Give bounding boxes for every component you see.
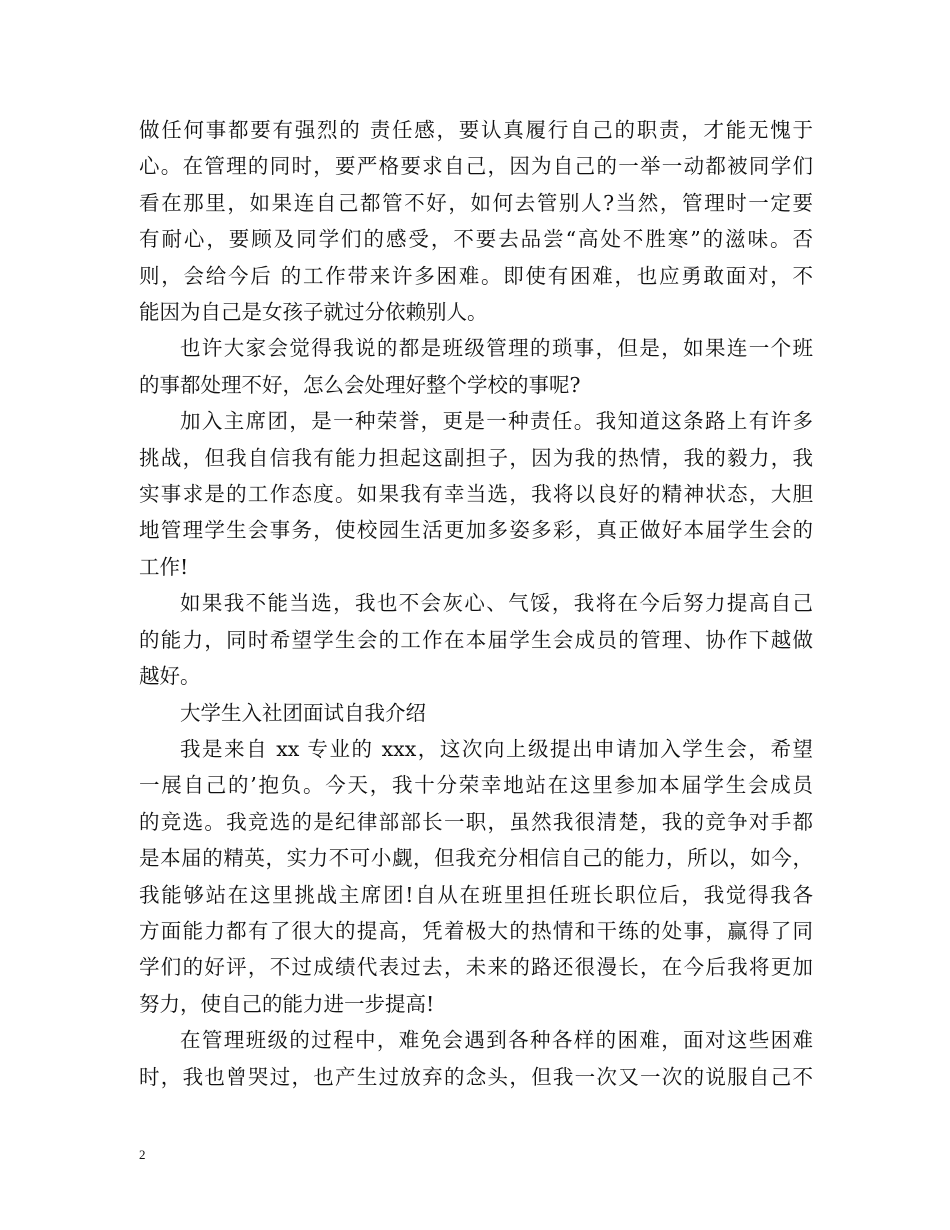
text-line: 能因为自己是女孩子就过分依赖别人。: [139, 300, 488, 325]
text-line: 心。在管理的同时，要严格要求自己，因为自己的一举一动都被同学们: [139, 154, 813, 179]
text-line: 的能力，同时希望学生会的工作在本届学生会成员的管理、协作下越做: [139, 627, 813, 652]
text-line: 实事求是的工作态度。如果我有幸当选，我将以良好的精神状态，大胆: [139, 482, 813, 507]
text-line: 地管理学生会事务，使校园生活更加多姿多彩，真正做好本届学生会的: [139, 518, 813, 543]
text-line: 我能够站在这里挑战主席团!自从在班里担任班长职位后，我觉得我各: [139, 882, 813, 907]
page-number: 2: [139, 1147, 146, 1162]
text-line: 则，会给今后 的工作带来许多困难。即使有困难，也应勇敢面对，不: [139, 263, 813, 288]
text-line: 时，我也曾哭过，也产生过放弃的念头，但我一次又一次的说服自己不: [139, 1064, 813, 1089]
text-line: 也许大家会觉得我说的都是班级管理的琐事，但是，如果连一个班: [180, 336, 813, 361]
text-line: 看在那里，如果连自己都管不好，如何去管别人?当然，管理时一定要: [139, 190, 813, 215]
text-line: 如果我不能当选，我也不会灰心、气馁，我将在今后努力提高自己: [180, 591, 813, 616]
text-line: 的事都处理不好，怎么会处理好整个学校的事呢?: [139, 372, 581, 397]
text-line: 的竞选。我竞选的是纪律部部长一职，虽然我很清楚，我的竞争对手都: [139, 809, 813, 834]
text-line: 方面能力都有了很大的提高，凭着极大的热情和干练的处事，赢得了同: [139, 918, 813, 943]
text-line: 是本届的精英，实力不可小觑，但我充分相信自己的能力，所以，如今，: [139, 846, 813, 871]
text-line: 越好。: [139, 664, 201, 689]
text-line: 一展自己的’抱负。今天，我十分荣幸地站在这里参加本届学生会成员: [139, 773, 813, 798]
text-line: 在管理班级的过程中，难免会遇到各种各样的困难，面对这些困难: [180, 1028, 813, 1053]
text-line: 挑战，但我自信我有能力担起这副担子，因为我的热情，我的毅力，我: [139, 445, 813, 470]
text-line: 大学生入社团面试自我介绍: [180, 700, 426, 725]
text-line: 加入主席团，是一种荣誉，更是一种责任。我知道这条路上有许多: [180, 409, 813, 434]
text-line: 有耐心，要顾及同学们的感受，不要去品尝“高处不胜寒”的滋味。否: [139, 227, 813, 252]
text-line: 我是来自 xx 专业的 xxx，这次向上级提出申请加入学生会，希望: [180, 736, 813, 761]
text-line: 学们的好评，不过成绩代表过去，未来的路还很漫长，在今后我将更加: [139, 955, 813, 980]
body-text: [139, 112, 813, 1095]
text-line: 努力，使自己的能力进一步提高!: [139, 991, 435, 1016]
text-line: 做任何事都要有强烈的 责任感，要认真履行自己的职责，才能无愧于: [139, 118, 813, 142]
text-line: 工作!: [139, 554, 189, 579]
